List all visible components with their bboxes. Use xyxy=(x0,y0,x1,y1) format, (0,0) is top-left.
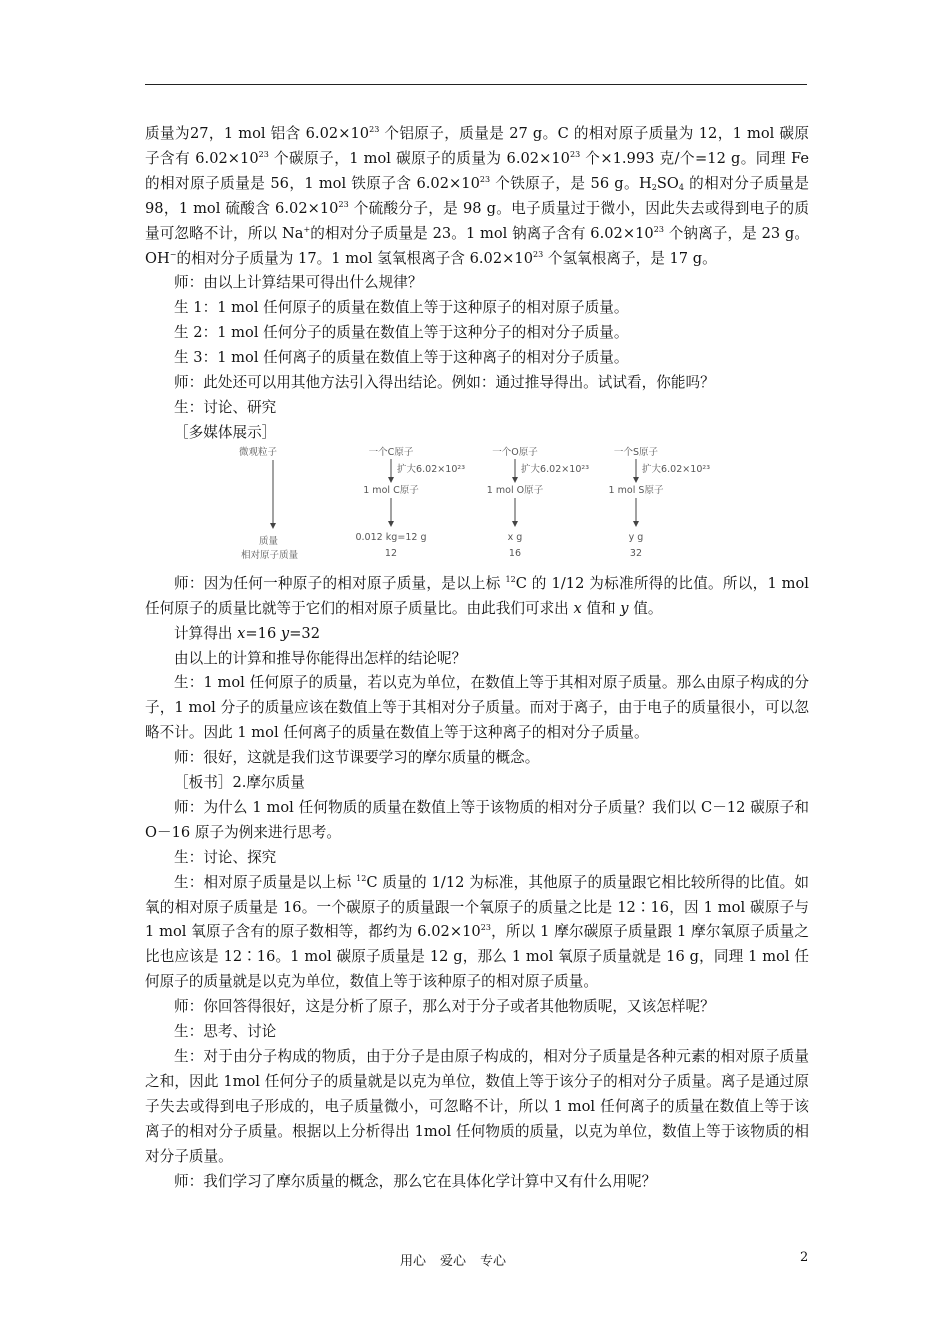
diagram-col3-note: 扩大6.02×10²³ xyxy=(642,463,711,475)
paragraph-p6: 师：此处还可以用其他方法引入得出结论。例如：通过推导得出。试试看，你能吗？ xyxy=(174,374,715,392)
paragraph-q4: 生：1 mol 任何原子的质量，若以克为单位，在数值上等于其相对原子质量。那么由原子构成的分子，1 mol 分子的质量应该在数值上等于其相对分子质量。而对于离子，由于电子的质量很小，可以忽略不计。因此 1 mol 任何离子的质量在数值上等于这种离子的相对分子质量。 xyxy=(145,674,809,742)
paragraph-q6: ［板书］2.摩尔质量 xyxy=(174,774,305,792)
diagram-left-bottom2: 相对原子质量 xyxy=(241,549,299,561)
diagram-col2-note: 扩大6.02×10²³ xyxy=(521,463,590,475)
paragraph-q12: 生：对于由分子构成的物质，由于分子是由原子构成的，相对分子质量是各种元素的相对原子质量之和，因此 1mol 任何分子的质量就是以克为单位，数值上等于该分子的相对分子质量。离子是通过原子失去或得到电子形成的，电子质量微小，可忽略不计，所以 1 mol 任何离子的质量在数值上等于该离子的相对分子质量。根据以上分析得出 1mol 任何物质的质量，以克为单位，数值上等于该物质的相对分子质量。 xyxy=(145,1048,809,1165)
paragraph-q9: 生：相对原子质量是以上标 $^{12}$C 质量的 1/12 为标准，其他原子的质量跟它相比较所得的比值。如氧的相对原子质量是 16。一个碳原子的质量跟一个氧原子的质量之比是 12∶16，因 1 mol 碳原子与 1 mol 氧原子含有的原子数相等，都约为 $6.02\times 10^{23}$，所以 1 摩尔碳原子质量跟 1 摩尔氧原子质量之比也应该是 12∶16。1 mol 碳原子质量是 12 g，那么 1 mol 氧原子质量就是 16 g，同理 1 mol 任何原子的质量就是以克为单位，数值上等于该种原子的相对原子质量。 xyxy=(145,873,809,991)
paragraph-p2: 师：由以上计算结果可得出什么规律？ xyxy=(174,274,423,292)
diagram-col1-note: 扩大6.02×10²³ xyxy=(397,463,466,475)
document-body xyxy=(145,122,809,1194)
paragraph-q13: 师：我们学习了摩尔质量的概念，那么它在具体化学计算中又有什么用呢？ xyxy=(174,1172,657,1190)
paragraph-q1: 师：因为任何一种原子的相对原子质量，是以上标 $^{12}$C 的 1/12 为标准所得的比值。所以，1 mol 任何原子的质量比就等于它们的相对原子质量比。由此我们可求出 x 值和 y 值。 xyxy=(145,574,809,617)
diagram-col2-top: 一个O原子 xyxy=(492,446,538,458)
diagram-left-bottom1: 质量 xyxy=(259,535,279,547)
footer-motto-3: 专心 xyxy=(480,1254,507,1269)
text-block-1 xyxy=(145,122,809,446)
diagram-columns xyxy=(355,446,710,559)
paragraph-q3: 由以上的计算和推导你能得出怎样的结论呢？ xyxy=(174,649,467,667)
paragraph-q2: 计算得出 x=16 y=32 xyxy=(174,624,321,642)
paragraph-p4: 生 2：1 mol 任何分子的质量在数值上等于这种分子的相对分子质量。 xyxy=(174,324,629,342)
header-rule xyxy=(145,84,807,85)
diagram-col1-mid: 1 mol C原子 xyxy=(363,484,419,496)
paragraph-q5: 师：很好，这就是我们这节课要学习的摩尔质量的概念。 xyxy=(174,749,540,767)
footer-motto xyxy=(400,1250,540,1269)
diagram-col3-top: 一个S原子 xyxy=(613,446,659,458)
footer-motto-2: 爱心 xyxy=(440,1254,467,1269)
paragraph-p8: ［多媒体展示］ xyxy=(174,423,277,441)
diagram-col3-bottom: y g xyxy=(628,531,644,543)
diagram-col3-num: 32 xyxy=(629,547,643,559)
paragraph-q11: 生：思考、讨论 xyxy=(174,1023,277,1041)
diagram-col3-mid: 1 mol S原子 xyxy=(608,484,664,496)
text-block-2 xyxy=(145,572,809,1195)
diagram-svg xyxy=(145,446,809,572)
diagram-col2-bottom: x g xyxy=(507,531,523,543)
diagram-col2-mid: 1 mol O原子 xyxy=(486,484,544,496)
paragraph-p3: 生 1：1 mol 任何原子的质量在数值上等于这种原子的相对原子质量。 xyxy=(174,299,629,317)
diagram-left-top: 微观粒子 xyxy=(239,446,278,458)
paragraph-q10: 师：你回答得很好，这是分析了原子，那么对于分子或者其他物质呢，又该怎样呢？ xyxy=(174,998,715,1016)
paragraph-q8: 生：讨论、探究 xyxy=(174,848,277,866)
diagram-col1-top: 一个C原子 xyxy=(368,446,414,458)
footer-motto-1: 用心 xyxy=(400,1254,427,1269)
paragraph-p7: 生：讨论、研究 xyxy=(174,398,277,416)
paragraph-q7: 师：为什么 1 mol 任何物质的质量在数值上等于该物质的相对分子质量？我们以 C－12 碳原子和 O－16 原子为例来进行思考。 xyxy=(145,798,809,841)
paragraph-p5: 生 3：1 mol 任何离子的质量在数值上等于这种离子的相对分子质量。 xyxy=(174,349,629,367)
page-number: 2 xyxy=(800,1250,809,1265)
diagram-col2-num: 16 xyxy=(508,547,522,559)
diagram-col1-bottom: 0.012 kg=12 g xyxy=(355,531,427,543)
multimedia-diagram xyxy=(145,446,809,572)
diagram-col1-num: 12 xyxy=(384,547,398,559)
paragraph-p1: 质量为27，1 mol 铝含 $6.02\times 10^{23}$ 个铝原子，质量是 27 g。C 的相对原子质量为 12，1 mol 碳原子含有 $6.02\times 10^{23}$ 个碳原子，1 mol 碳原子的质量为 $6.02\times 10^{23}$ 个×1.993 克/个=12 g。同理 Fe 的相对原子质量是 56，1 mol 铁原子含 $6.02\times 10^{23}$ 个铁原子，是 56 g。$H_2SO_4$ 的相对分子质量是 98，1 mol 硫酸含 $6.02\times 10^{23}$ 个硫酸分子，是 98 g。电子质量过于微小，因此失去或得到电子的质量可忽略不计，所以 Na+的相对分子质量是 23。1 mol 钠离子含有 $6.02\times 10^{23}$ 个钠离子，是 23 g。OH−的相对分子质量为 17。1 mol 氢氧根离子含 $6.02\times 10^{23}$ 个氢氧根离子，是 17 g。 xyxy=(145,125,810,267)
